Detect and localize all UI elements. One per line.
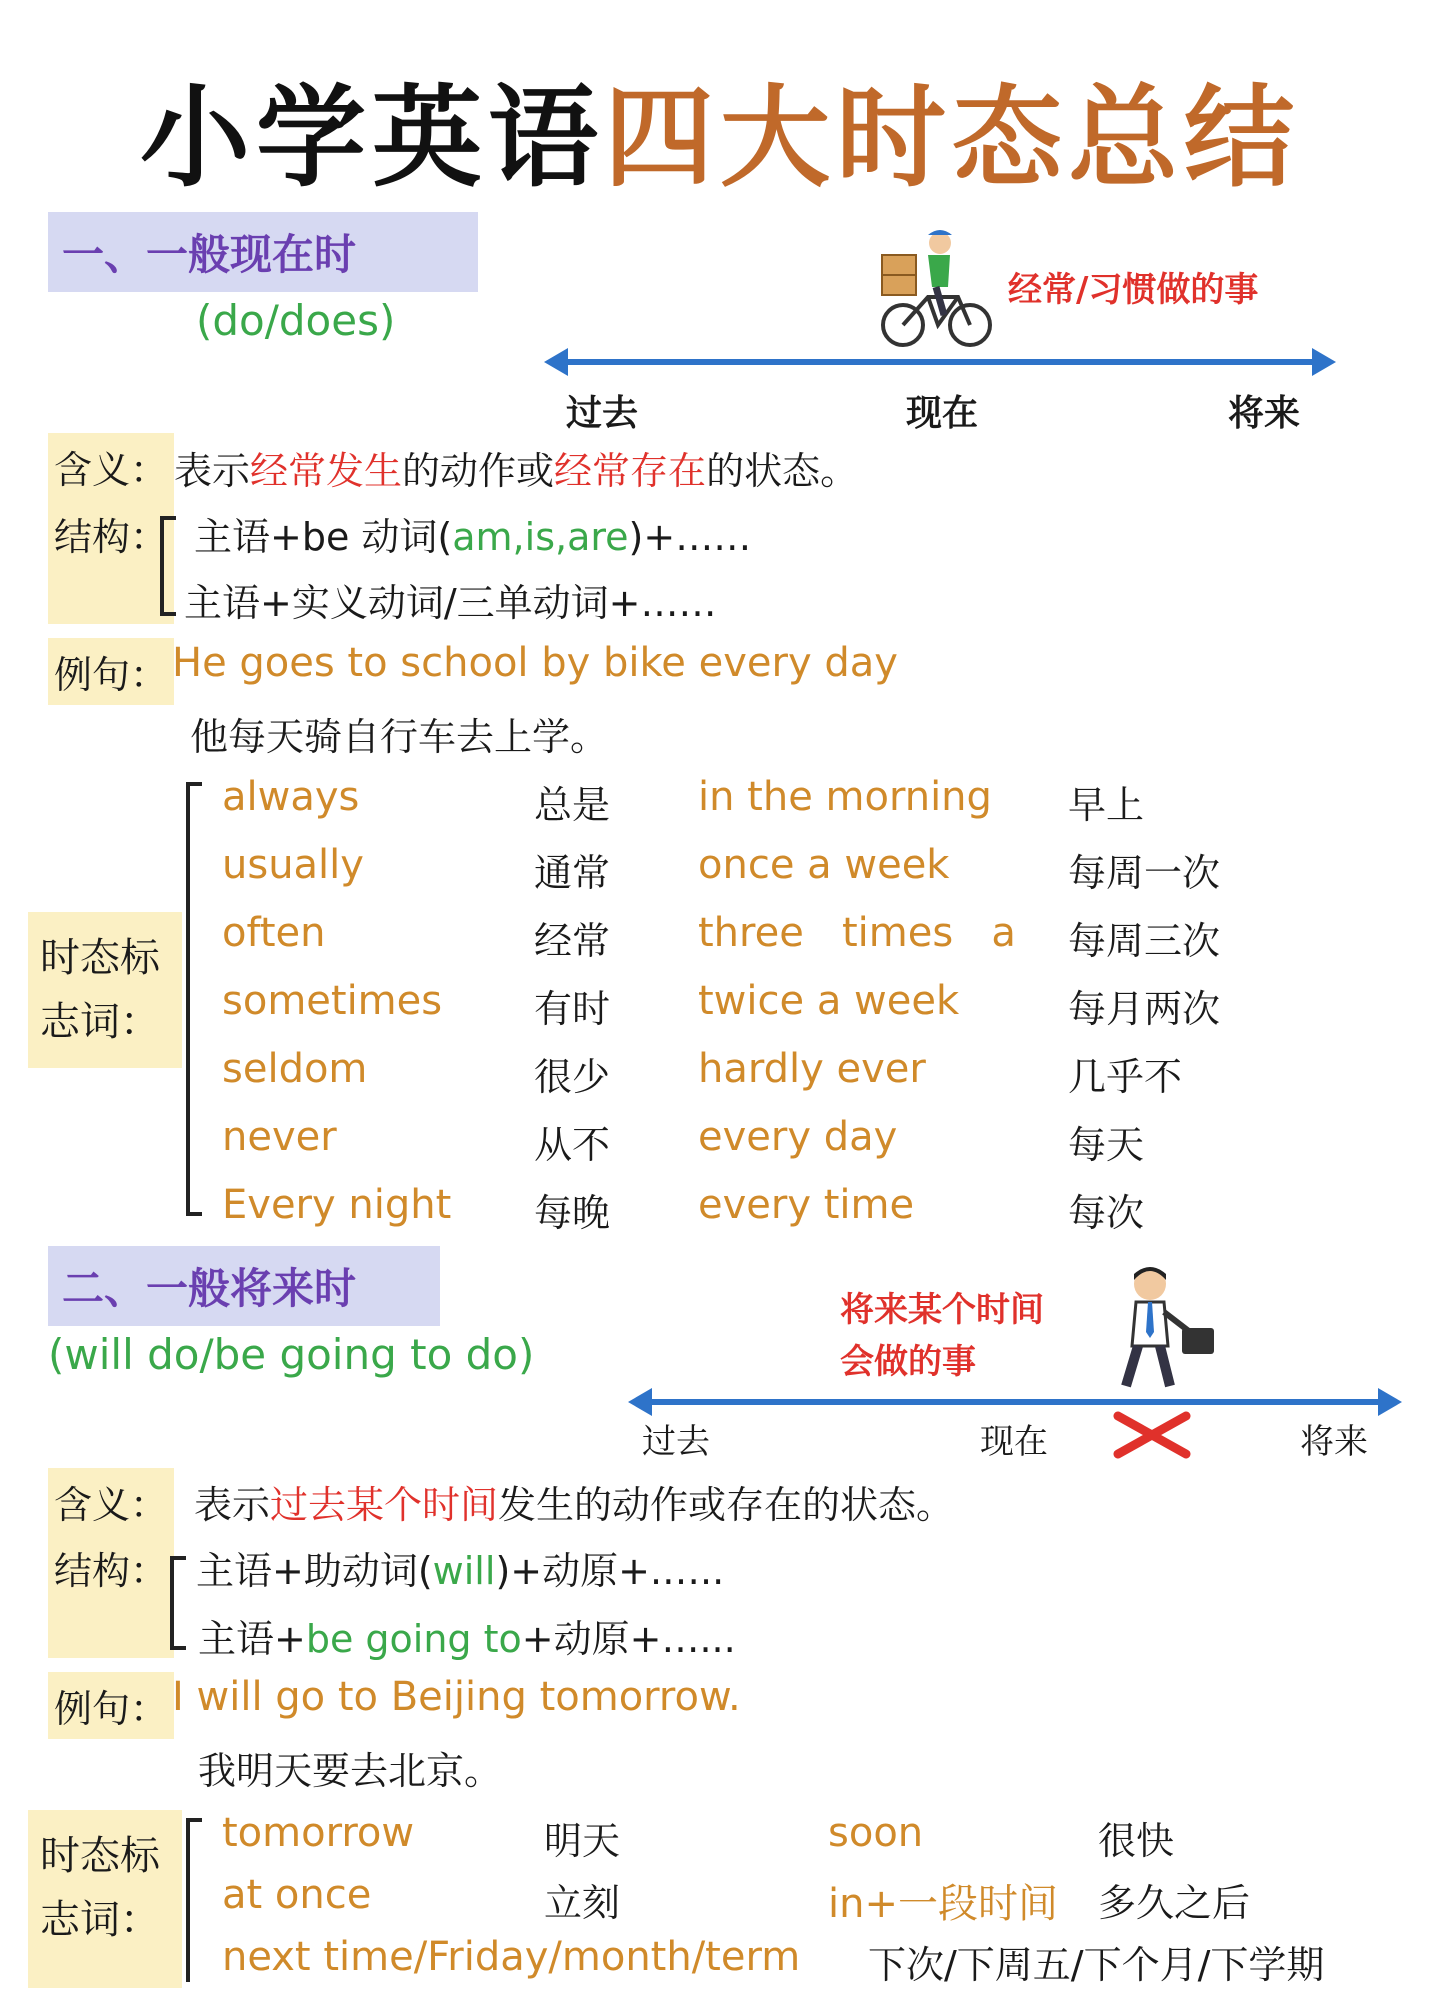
- present-structure-line1: 主语+be 动词(am,is,are)+……: [194, 515, 752, 559]
- present-example-label: 例句：: [48, 638, 174, 705]
- present-timeline-future: 将来: [1228, 393, 1301, 434]
- title-part2: 四大时态总结: [604, 74, 1300, 202]
- future-structure-line2: 主语+be going to+动原+…...: [198, 1617, 736, 1661]
- present-timeline-arrow: [540, 342, 1340, 382]
- businessman-icon: [1108, 1262, 1218, 1392]
- future-example-label: 例句：: [48, 1672, 174, 1739]
- section-heading-future: 二、一般将来时: [48, 1246, 440, 1326]
- cyclist-icon: [878, 225, 998, 355]
- cross-mark-icon: [1112, 1410, 1192, 1460]
- present-timeline-note: 经常/习惯做的事: [1008, 270, 1259, 310]
- present-structure-line2: 主语+实义动词/三单动词+……: [184, 581, 717, 625]
- present-structure-bracket: [160, 516, 176, 616]
- future-timeline-note2: 会做的事: [840, 1342, 976, 1382]
- future-example-cn: 我明天要去北京。: [198, 1749, 503, 1793]
- future-structure-line1: 主语+助动词(will)+动原+.…..: [196, 1549, 725, 1593]
- present-structure-label: 结构：: [48, 500, 174, 624]
- future-markers-bracket: [186, 1818, 202, 1982]
- present-form: (do/does): [196, 296, 396, 345]
- present-meaning-text: 表示经常发生的动作或经常存在的状态。: [174, 449, 859, 493]
- future-structure-bracket: [170, 1556, 186, 1650]
- future-meaning-label: 含义：: [48, 1468, 174, 1535]
- future-markers-label: 时态标志词：: [28, 1810, 182, 1988]
- future-timeline-now: 现在: [980, 1422, 1048, 1462]
- future-meaning-text: 表示过去某个时间发生的动作或存在的状态。: [194, 1483, 955, 1527]
- future-timeline-past: 过去: [642, 1422, 710, 1462]
- title-part1: 小学英语: [140, 74, 604, 202]
- section-heading-present: 一、一般现在时: [48, 212, 478, 292]
- future-example-en: I will go to Beijing tomorrow.: [172, 1674, 741, 1720]
- future-form: (will do/be going to do): [48, 1330, 535, 1379]
- future-timeline-future: 将来: [1300, 1422, 1368, 1462]
- present-markers-label: 时态标志词：: [28, 912, 182, 1068]
- present-markers-bracket: [186, 782, 202, 1216]
- present-example-cn: 他每天骑自行车去上学。: [190, 715, 609, 759]
- present-meaning-label: 含义：: [48, 433, 174, 500]
- page-title: [0, 50, 1440, 208]
- future-timeline-note1: 将来某个时间: [840, 1290, 1044, 1330]
- present-example-en: He goes to school by bike every day: [172, 640, 898, 686]
- future-structure-label: 结构：: [48, 1534, 174, 1658]
- present-timeline-now: 现在: [906, 393, 979, 434]
- present-timeline-past: 过去: [566, 393, 639, 434]
